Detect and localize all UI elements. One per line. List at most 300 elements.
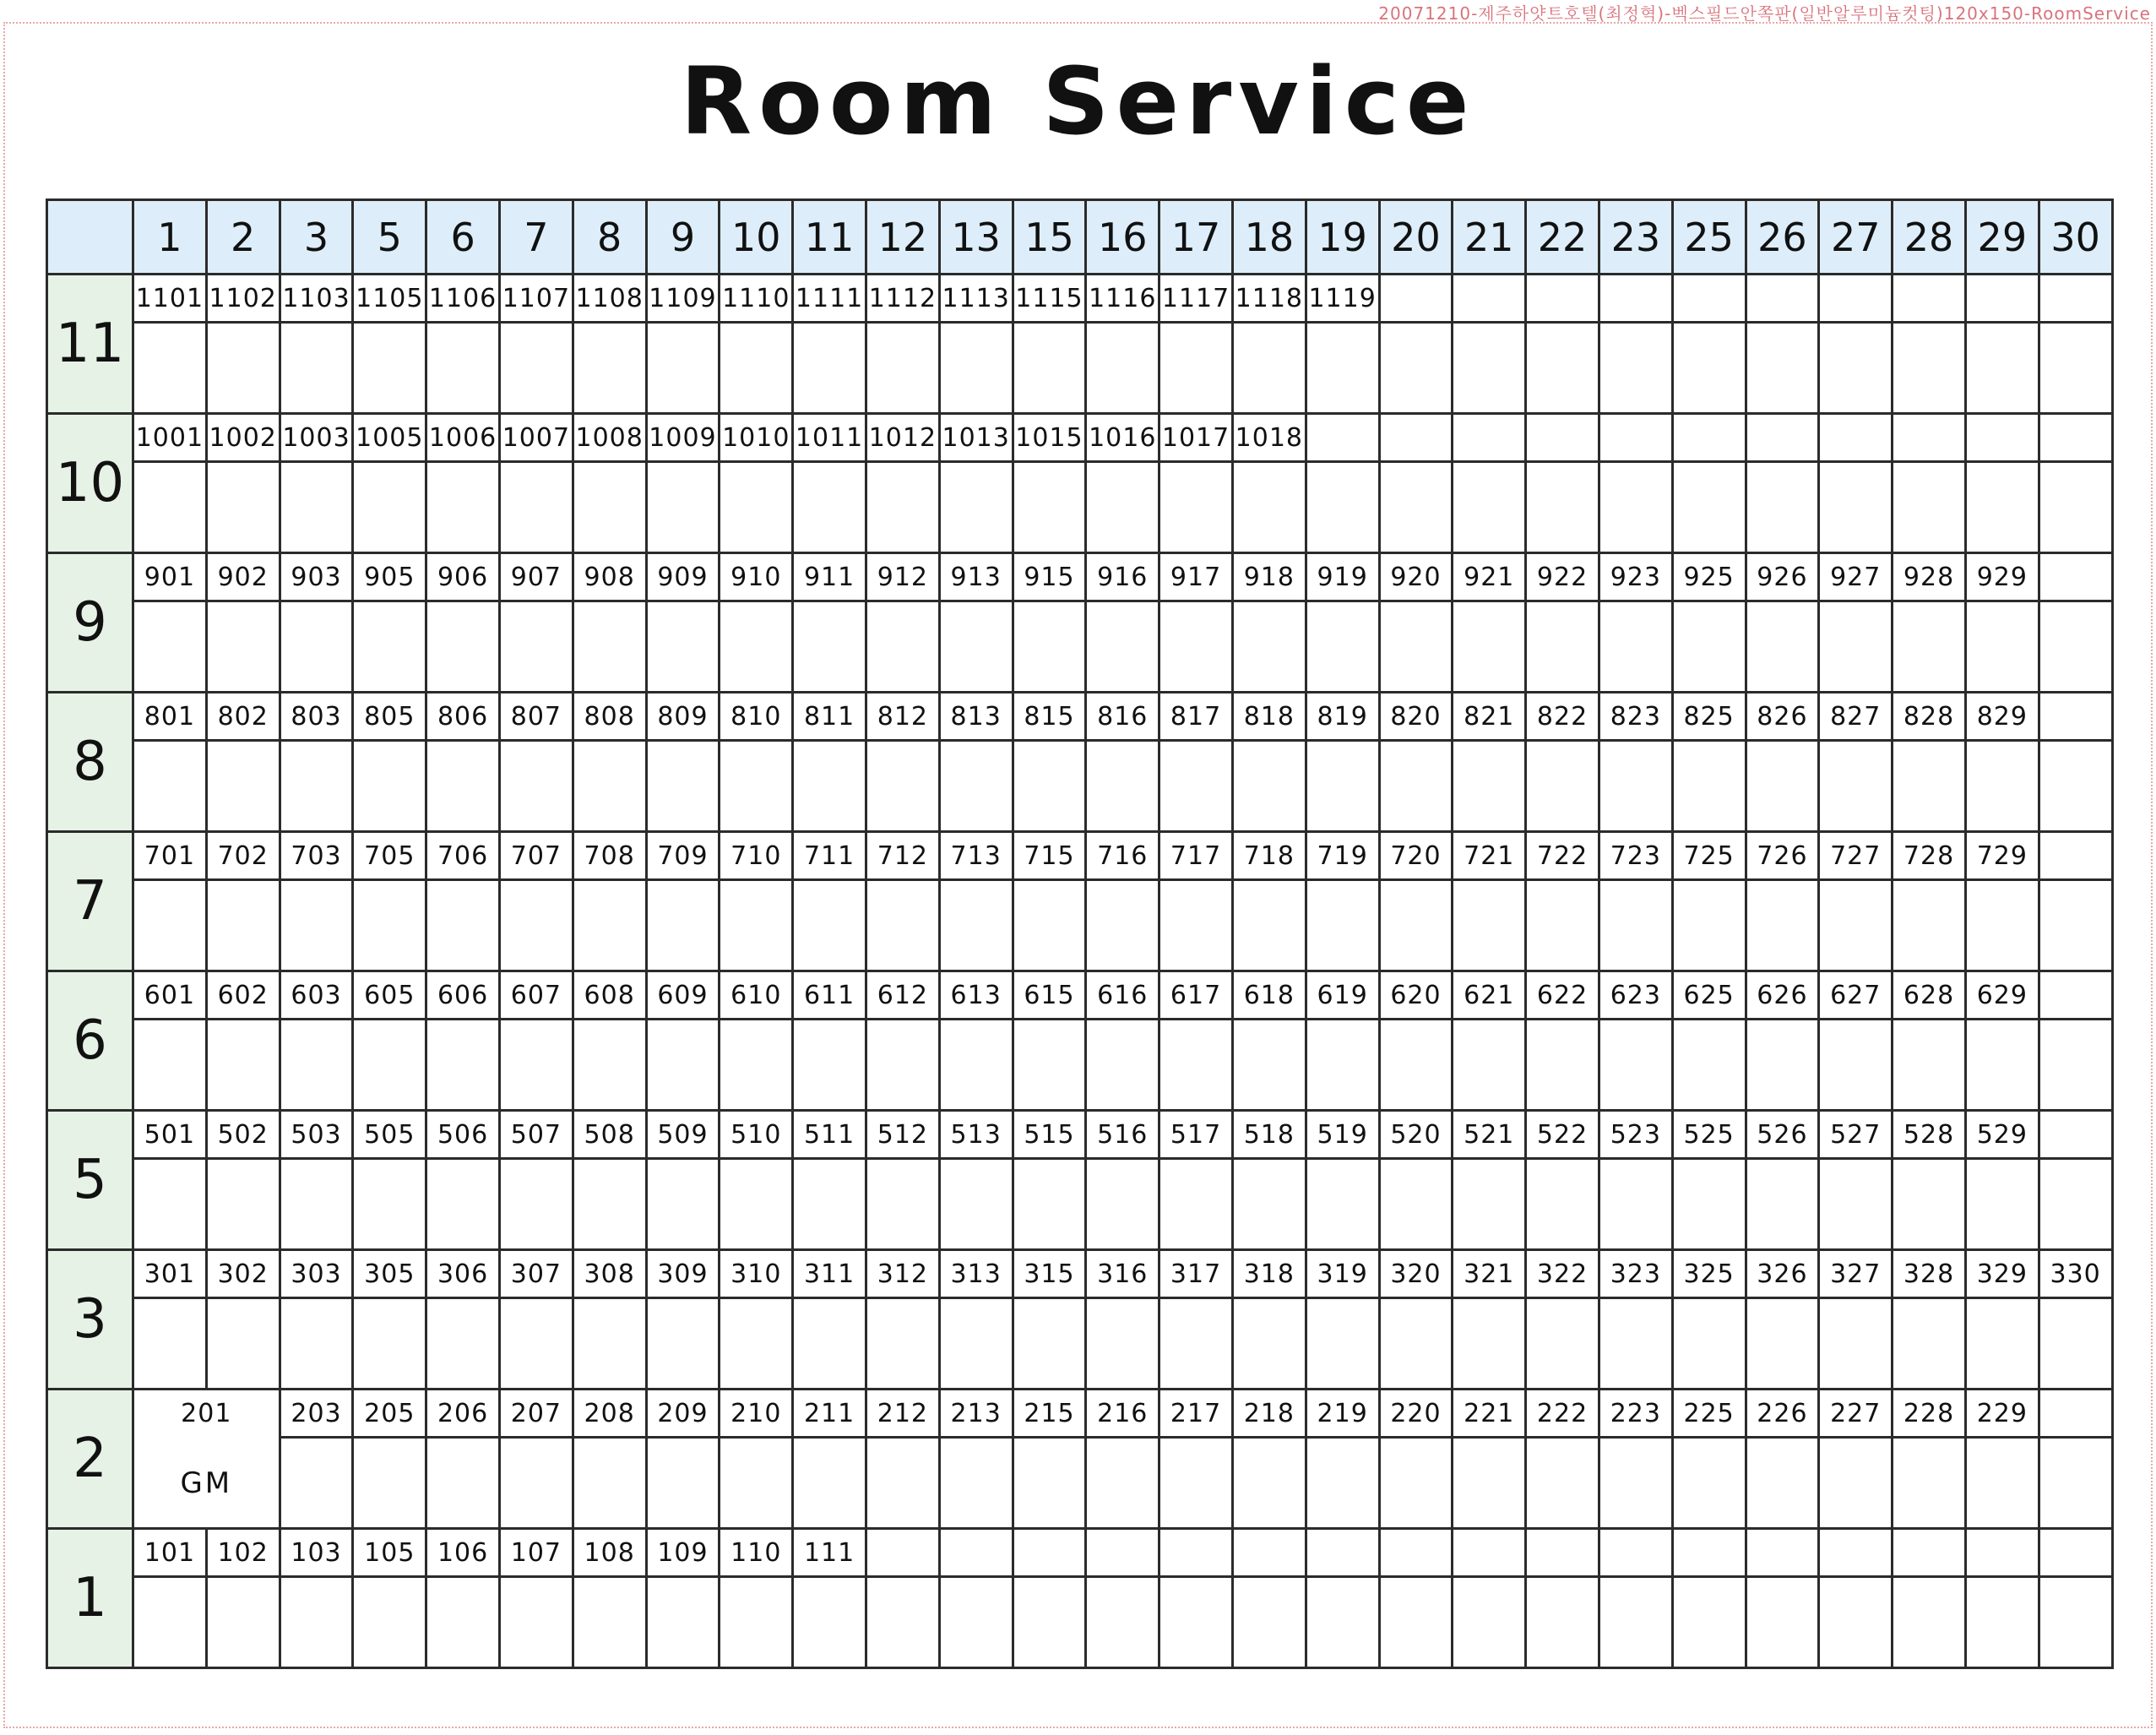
room-blank-cell (866, 462, 939, 553)
room-blank-cell (1453, 1577, 1526, 1668)
room-number-cell: 811 (793, 693, 866, 741)
room-number-cell: 1012 (866, 414, 939, 462)
room-number-cell (1893, 275, 1966, 323)
room-number-cell: 203 (280, 1390, 353, 1438)
room-number-cell: 608 (573, 971, 646, 1020)
room-blank-cell (1232, 880, 1306, 971)
room-blank-cell (2039, 741, 2112, 832)
room-number-cell: 702 (206, 832, 280, 880)
room-blank-cell (1526, 1159, 1599, 1250)
room-number-cell: 313 (939, 1250, 1013, 1298)
room-number-cell: 227 (1819, 1390, 1893, 1438)
room-blank-cell (646, 880, 720, 971)
room-blank-cell (1379, 1577, 1453, 1668)
room-number-cell: 913 (939, 553, 1013, 601)
room-blank-cell (1013, 1577, 1086, 1668)
room-number-cell: 1013 (939, 414, 1013, 462)
room-blank-cell (1453, 601, 1526, 693)
room-number-cell: 818 (1232, 693, 1306, 741)
room-number-cell: 320 (1379, 1250, 1453, 1298)
room-blank-cell (1013, 323, 1086, 414)
floor-label: 1 (47, 1529, 133, 1668)
column-header: 17 (1159, 200, 1233, 275)
room-blank-cell (1232, 462, 1306, 553)
room-number-cell: 520 (1379, 1111, 1453, 1159)
column-header: 19 (1306, 200, 1379, 275)
room-number-cell: 609 (646, 971, 720, 1020)
room-number-cell: 106 (426, 1529, 500, 1577)
room-number-cell: 527 (1819, 1111, 1893, 1159)
room-blank-cell (1819, 1577, 1893, 1668)
room-number-cell: 1105 (353, 275, 426, 323)
floor-label: 7 (47, 832, 133, 971)
room-number-cell (1379, 275, 1453, 323)
room-blank-cell (1893, 462, 1966, 553)
room-blank-cell (499, 1298, 573, 1390)
room-number-cell (2039, 693, 2112, 741)
gm-note-cell: GM (133, 1438, 280, 1529)
room-blank-cell (1086, 601, 1159, 693)
room-blank-cell (1306, 1020, 1379, 1111)
room-blank-cell (1599, 1577, 1672, 1668)
column-header: 13 (939, 200, 1013, 275)
room-blank-cell (353, 880, 426, 971)
room-blank-cell (1453, 1438, 1526, 1529)
room-blank-cell (1379, 601, 1453, 693)
room-blank-cell (573, 1298, 646, 1390)
room-blank-cell (1159, 601, 1233, 693)
room-number-cell: 927 (1819, 553, 1893, 601)
room-blank-cell (1379, 1020, 1453, 1111)
room-blank-cell (2039, 1577, 2112, 1668)
room-blank-cell (793, 1159, 866, 1250)
floor-room-number-row (47, 693, 2113, 741)
room-blank-cell (1379, 323, 1453, 414)
room-blank-cell (1746, 462, 1819, 553)
room-blank-cell (1159, 880, 1233, 971)
room-number-cell: 820 (1379, 693, 1453, 741)
room-blank-cell (1379, 1438, 1453, 1529)
room-number-cell: 515 (1013, 1111, 1086, 1159)
room-number-cell: 602 (206, 971, 280, 1020)
room-blank-cell (1672, 462, 1746, 553)
room-blank-cell (939, 1020, 1013, 1111)
room-number-cell: 923 (1599, 553, 1672, 601)
room-number-cell: 523 (1599, 1111, 1672, 1159)
room-number-cell: 107 (499, 1529, 573, 1577)
room-blank-cell (133, 601, 207, 693)
room-blank-cell (426, 323, 500, 414)
room-blank-cell (280, 323, 353, 414)
room-blank-cell (1453, 323, 1526, 414)
room-number-cell: 111 (793, 1529, 866, 1577)
floor-room-number-row (47, 275, 2113, 323)
room-number-cell: 516 (1086, 1111, 1159, 1159)
room-blank-cell (1086, 1577, 1159, 1668)
room-number-cell: 725 (1672, 832, 1746, 880)
room-number-cell: 712 (866, 832, 939, 880)
room-number-cell: 307 (499, 1250, 573, 1298)
room-blank-cell (573, 323, 646, 414)
room-blank-cell (793, 462, 866, 553)
room-number-cell (2039, 414, 2112, 462)
room-number-cell: 825 (1672, 693, 1746, 741)
room-number-cell: 623 (1599, 971, 1672, 1020)
column-header: 6 (426, 200, 500, 275)
room-blank-cell (1453, 1020, 1526, 1111)
room-number-cell: 301 (133, 1250, 207, 1298)
room-blank-cell (1893, 1438, 1966, 1529)
room-number-cell: 511 (793, 1111, 866, 1159)
room-number-cell (1965, 1529, 2039, 1577)
room-number-cell (2039, 553, 2112, 601)
floor-room-number-row (47, 1250, 2113, 1298)
room-blank-cell (573, 880, 646, 971)
room-blank-cell (793, 323, 866, 414)
room-number-cell: 109 (646, 1529, 720, 1577)
room-blank-cell (426, 741, 500, 832)
column-header: 3 (280, 200, 353, 275)
room-number-cell (1599, 414, 1672, 462)
room-blank-cell (1306, 880, 1379, 971)
room-blank-cell (1453, 1298, 1526, 1390)
room-blank-cell (939, 462, 1013, 553)
room-number-cell: 622 (1526, 971, 1599, 1020)
floor-blank-row (47, 1298, 2113, 1390)
room-blank-cell (1526, 323, 1599, 414)
column-header: 26 (1746, 200, 1819, 275)
room-blank-cell (426, 462, 500, 553)
room-blank-cell (793, 741, 866, 832)
room-number-cell: 925 (1672, 553, 1746, 601)
room-blank-cell (499, 741, 573, 832)
room-blank-cell (646, 601, 720, 693)
floor-label: 2 (47, 1390, 133, 1529)
room-blank-cell (499, 601, 573, 693)
room-blank-cell (1819, 741, 1893, 832)
room-number-cell: 328 (1893, 1250, 1966, 1298)
room-blank-cell (280, 601, 353, 693)
room-number-cell: 928 (1893, 553, 1966, 601)
room-blank-cell (866, 323, 939, 414)
room-number-cell: 1109 (646, 275, 720, 323)
room-number-cell: 908 (573, 553, 646, 601)
column-header: 20 (1379, 200, 1453, 275)
room-number-cell: 710 (720, 832, 793, 880)
room-number-cell: 209 (646, 1390, 720, 1438)
floor-blank-row (47, 323, 2113, 414)
room-number-cell: 329 (1965, 1250, 2039, 1298)
room-number-cell: 728 (1893, 832, 1966, 880)
room-number-cell: 1001 (133, 414, 207, 462)
room-blank-cell (1819, 1159, 1893, 1250)
room-blank-cell (866, 1577, 939, 1668)
room-number-cell: 1003 (280, 414, 353, 462)
room-number-cell: 816 (1086, 693, 1159, 741)
floor-blank-row (47, 1577, 2113, 1668)
room-blank-cell (1746, 1438, 1819, 1529)
room-number-cell: 813 (939, 693, 1013, 741)
room-blank-cell (720, 1159, 793, 1250)
room-blank-cell (1893, 1577, 1966, 1668)
room-blank-cell (133, 1020, 207, 1111)
room-number-cell: 1011 (793, 414, 866, 462)
room-number-cell (1746, 414, 1819, 462)
room-blank-cell (1086, 1159, 1159, 1250)
room-number-cell: 826 (1746, 693, 1819, 741)
corner-cell (47, 200, 133, 275)
room-number-cell: 207 (499, 1390, 573, 1438)
room-number-cell: 917 (1159, 553, 1233, 601)
room-number-cell: 105 (353, 1529, 426, 1577)
room-number-cell: 517 (1159, 1111, 1233, 1159)
room-number-cell: 1015 (1013, 414, 1086, 462)
room-number-cell: 1108 (573, 275, 646, 323)
room-blank-cell (1746, 1020, 1819, 1111)
room-number-cell: 802 (206, 693, 280, 741)
column-header: 29 (1965, 200, 2039, 275)
room-blank-cell (1159, 1438, 1233, 1529)
room-blank-cell (1965, 1020, 2039, 1111)
room-number-cell: 606 (426, 971, 500, 1020)
room-number-cell: 506 (426, 1111, 500, 1159)
room-number-cell (1819, 275, 1893, 323)
room-number-cell: 318 (1232, 1250, 1306, 1298)
room-blank-cell (866, 880, 939, 971)
room-number-cell: 522 (1526, 1111, 1599, 1159)
room-number-cell: 326 (1746, 1250, 1819, 1298)
room-number-cell: 601 (133, 971, 207, 1020)
room-blank-cell (133, 741, 207, 832)
room-number-cell: 225 (1672, 1390, 1746, 1438)
room-blank-cell (1893, 880, 1966, 971)
room-number-cell (1599, 1529, 1672, 1577)
room-blank-cell (1893, 1159, 1966, 1250)
room-blank-cell (573, 741, 646, 832)
room-number-cell: 1009 (646, 414, 720, 462)
room-number-cell: 611 (793, 971, 866, 1020)
room-blank-cell (866, 1438, 939, 1529)
room-blank-cell (206, 323, 280, 414)
room-number-cell: 615 (1013, 971, 1086, 1020)
room-blank-cell (720, 741, 793, 832)
room-blank-cell (280, 1298, 353, 1390)
room-blank-cell (1526, 1298, 1599, 1390)
room-blank-cell (1819, 880, 1893, 971)
room-number-cell (1965, 275, 2039, 323)
room-blank-cell (646, 1298, 720, 1390)
room-blank-cell (1965, 1159, 2039, 1250)
room-number-cell: 909 (646, 553, 720, 601)
room-number-cell (1672, 275, 1746, 323)
room-blank-cell (1453, 880, 1526, 971)
room-blank-cell (1086, 323, 1159, 414)
room-blank-cell (1306, 1298, 1379, 1390)
room-number-cell: 906 (426, 553, 500, 601)
room-blank-cell (720, 323, 793, 414)
room-number-cell: 501 (133, 1111, 207, 1159)
room-blank-cell (1013, 1298, 1086, 1390)
room-blank-cell (1819, 1298, 1893, 1390)
room-number-cell: 512 (866, 1111, 939, 1159)
room-blank-cell (1379, 880, 1453, 971)
room-blank-cell (353, 601, 426, 693)
room-number-cell (1893, 1529, 1966, 1577)
room-blank-cell (1013, 1020, 1086, 1111)
room-number-cell (2039, 1390, 2112, 1438)
room-blank-cell (2039, 1020, 2112, 1111)
room-blank-cell (646, 741, 720, 832)
room-blank-cell (499, 462, 573, 553)
room-number-cell: 505 (353, 1111, 426, 1159)
room-number-cell: 1115 (1013, 275, 1086, 323)
column-header: 7 (499, 200, 573, 275)
room-number-cell: 1006 (426, 414, 500, 462)
room-number-cell: 218 (1232, 1390, 1306, 1438)
room-blank-cell (866, 1159, 939, 1250)
room-number-cell: 312 (866, 1250, 939, 1298)
room-number-cell: 1005 (353, 414, 426, 462)
room-number-cell: 929 (1965, 553, 2039, 601)
column-header-row (47, 200, 2113, 275)
room-blank-cell (1672, 1020, 1746, 1111)
room-number-cell: 912 (866, 553, 939, 601)
room-blank-cell (280, 1159, 353, 1250)
room-blank-cell (573, 1020, 646, 1111)
room-blank-cell (1086, 462, 1159, 553)
room-number-cell: 808 (573, 693, 646, 741)
room-number-cell: 829 (1965, 693, 2039, 741)
room-number-cell: 1102 (206, 275, 280, 323)
room-number-cell: 325 (1672, 1250, 1746, 1298)
room-number-cell: 1118 (1232, 275, 1306, 323)
room-blank-cell (1232, 1159, 1306, 1250)
room-blank-cell (1086, 1020, 1159, 1111)
room-blank-cell (1672, 1298, 1746, 1390)
room-blank-cell (646, 1438, 720, 1529)
room-blank-cell (573, 1577, 646, 1668)
room-number-cell: 317 (1159, 1250, 1233, 1298)
room-blank-cell (1013, 601, 1086, 693)
room-blank-cell (1159, 1159, 1233, 1250)
room-number-cell: 219 (1306, 1390, 1379, 1438)
room-blank-cell (280, 741, 353, 832)
room-blank-cell (1672, 1159, 1746, 1250)
room-number-cell: 306 (426, 1250, 500, 1298)
column-header: 21 (1453, 200, 1526, 275)
room-number-cell: 727 (1819, 832, 1893, 880)
room-number-cell (1526, 414, 1599, 462)
room-blank-cell (353, 462, 426, 553)
room-blank-cell (720, 601, 793, 693)
floor-label: 8 (47, 693, 133, 832)
room-number-cell (1746, 1529, 1819, 1577)
room-blank-cell (499, 1577, 573, 1668)
room-number-cell: 619 (1306, 971, 1379, 1020)
room-blank-cell (1746, 1298, 1819, 1390)
floor-room-number-row (47, 832, 2113, 880)
room-blank-cell (426, 1438, 500, 1529)
room-number-cell: 110 (720, 1529, 793, 1577)
room-blank-cell (280, 1438, 353, 1529)
room-blank-cell (1013, 1159, 1086, 1250)
room-number-cell: 316 (1086, 1250, 1159, 1298)
room-number-cell: 921 (1453, 553, 1526, 601)
room-number-cell: 509 (646, 1111, 720, 1159)
room-number-cell: 216 (1086, 1390, 1159, 1438)
room-number-cell (2039, 971, 2112, 1020)
room-number-cell: 229 (1965, 1390, 2039, 1438)
room-blank-cell (793, 1020, 866, 1111)
room-number-cell (1672, 1529, 1746, 1577)
room-number-cell: 801 (133, 693, 207, 741)
room-blank-cell (1599, 1438, 1672, 1529)
room-number-cell: 828 (1893, 693, 1966, 741)
room-number-cell (1453, 1529, 1526, 1577)
room-blank-cell (1306, 601, 1379, 693)
room-number-cell (2039, 1111, 2112, 1159)
room-number-cell (2039, 275, 2112, 323)
room-blank-cell (1599, 323, 1672, 414)
room-number-cell: 1111 (793, 275, 866, 323)
room-number-cell: 922 (1526, 553, 1599, 601)
room-blank-cell (939, 1438, 1013, 1529)
room-blank-cell (1746, 741, 1819, 832)
room-blank-cell (1819, 323, 1893, 414)
floor-label: 3 (47, 1250, 133, 1390)
room-blank-cell (1526, 1438, 1599, 1529)
room-number-cell (1893, 414, 1966, 462)
room-number-cell: 102 (206, 1529, 280, 1577)
column-header: 30 (2039, 200, 2112, 275)
room-number-cell: 507 (499, 1111, 573, 1159)
floor-blank-row (47, 880, 2113, 971)
room-number-cell: 726 (1746, 832, 1819, 880)
room-blank-cell (499, 1438, 573, 1529)
room-blank-cell (426, 1577, 500, 1668)
room-blank-cell (1746, 601, 1819, 693)
room-number-cell: 809 (646, 693, 720, 741)
room-number-cell (866, 1529, 939, 1577)
room-number-cell: 1007 (499, 414, 573, 462)
column-header: 10 (720, 200, 793, 275)
room-number-cell: 205 (353, 1390, 426, 1438)
room-blank-cell (499, 880, 573, 971)
room-number-cell (1453, 275, 1526, 323)
floor-label: 10 (47, 414, 133, 553)
room-number-cell: 510 (720, 1111, 793, 1159)
room-number-cell: 628 (1893, 971, 1966, 1020)
room-number-cell: 717 (1159, 832, 1233, 880)
column-header: 15 (1013, 200, 1086, 275)
room-blank-cell (206, 741, 280, 832)
room-number-cell: 101 (133, 1529, 207, 1577)
room-blank-cell (573, 601, 646, 693)
room-blank-cell (206, 1577, 280, 1668)
room-blank-cell (2039, 323, 2112, 414)
room-number-cell: 901 (133, 553, 207, 601)
room-blank-cell (1159, 1298, 1233, 1390)
room-number-cell: 806 (426, 693, 500, 741)
room-blank-cell (1599, 880, 1672, 971)
column-header: 16 (1086, 200, 1159, 275)
room-blank-cell (1159, 462, 1233, 553)
room-blank-cell (280, 880, 353, 971)
room-blank-cell (1599, 1159, 1672, 1250)
column-header: 18 (1232, 200, 1306, 275)
room-blank-cell (206, 1298, 280, 1390)
room-number-cell: 903 (280, 553, 353, 601)
